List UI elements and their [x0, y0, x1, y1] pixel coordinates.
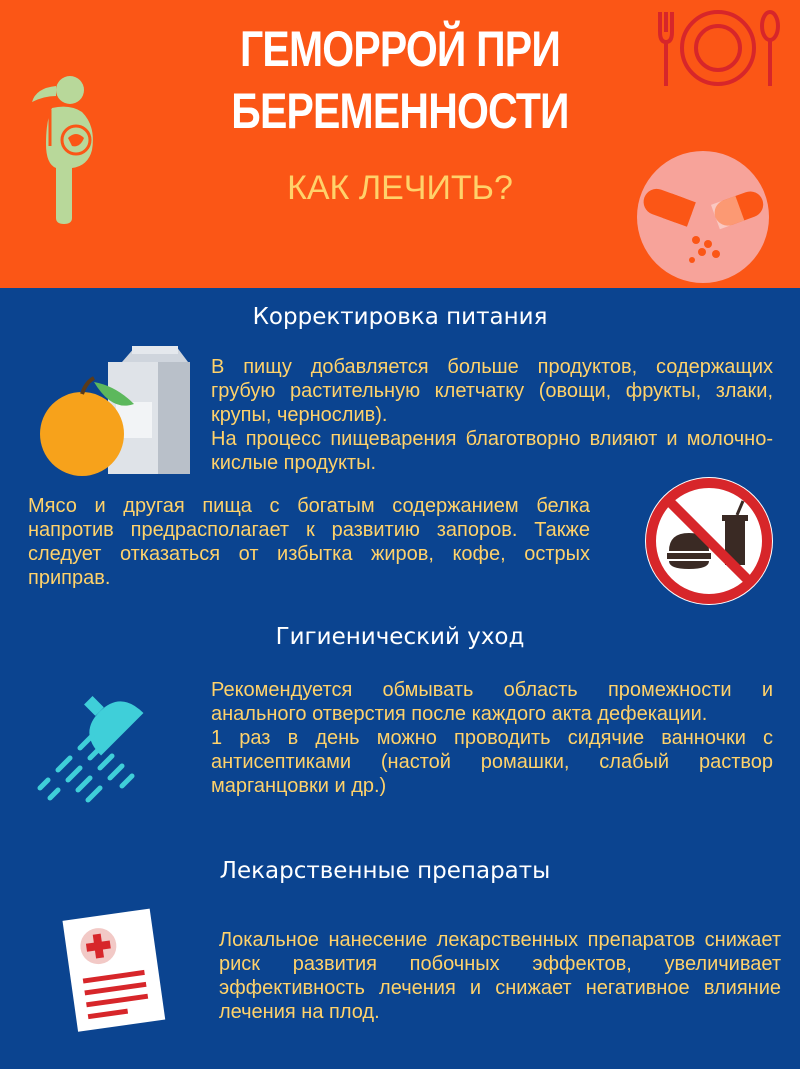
prescription-icon	[60, 908, 170, 1034]
pregnant-woman-icon	[26, 72, 102, 224]
medication-paragraph: Локальное нанесение лекарственных препаратов снижает риск развития побочных эффектов, увеличивает эффективность лечения и снижает негативное влияние лечения на плод.	[219, 929, 781, 1023]
hygiene-paragraph-wash: Рекомендуется обмывать область промежности и анального отверстия после каждого акта дефекации.	[211, 679, 773, 725]
nutrition-paragraph-fiber: В пищу добавляется больше продуктов, содержащих грубую растительную клетчатку (овощи, фрукты, злаки, крупы, чернослив).	[211, 356, 773, 426]
section-heading-medication: Лекарственные препараты	[219, 858, 551, 884]
no-fastfood-icon	[643, 475, 775, 607]
capsule-icon	[636, 150, 770, 284]
page-subtitle: КАК ЛЕЧИТЬ?	[287, 169, 513, 207]
shower-icon	[36, 684, 166, 814]
header-banner	[0, 0, 800, 288]
page-title-line2: БЕРЕМЕННОСТИ	[231, 83, 569, 139]
hygiene-text	[211, 678, 773, 798]
hygiene-paragraph-baths: 1 раз в день можно проводить сидячие ванночки с антисептиками (настой ромашки, слабый раствор марганцовки и др.)	[211, 727, 773, 797]
section-heading-nutrition: Корректировка питания	[252, 304, 548, 330]
nutrition-paragraph-dairy: На процесс пищеварения благотворно влияют и молочно-кислые продукты.	[211, 428, 773, 474]
orange-milk-icon	[36, 342, 196, 476]
page-title-line1: ГЕМОРРОЙ ПРИ	[239, 21, 560, 77]
section-heading-hygiene: Гигиенический уход	[275, 624, 525, 650]
nutrition-paragraph-protein: Мясо и другая пища с богатым содержанием белка напротив предрасполагает к развитию запоров. Также следует отказаться от избытка жиров, кофе, острых приправ.	[28, 495, 590, 589]
nutrition-text-1	[211, 355, 773, 475]
nutrition-text-2	[28, 494, 590, 590]
medication-text	[219, 928, 781, 1024]
plate-cutlery-icon	[652, 8, 786, 88]
